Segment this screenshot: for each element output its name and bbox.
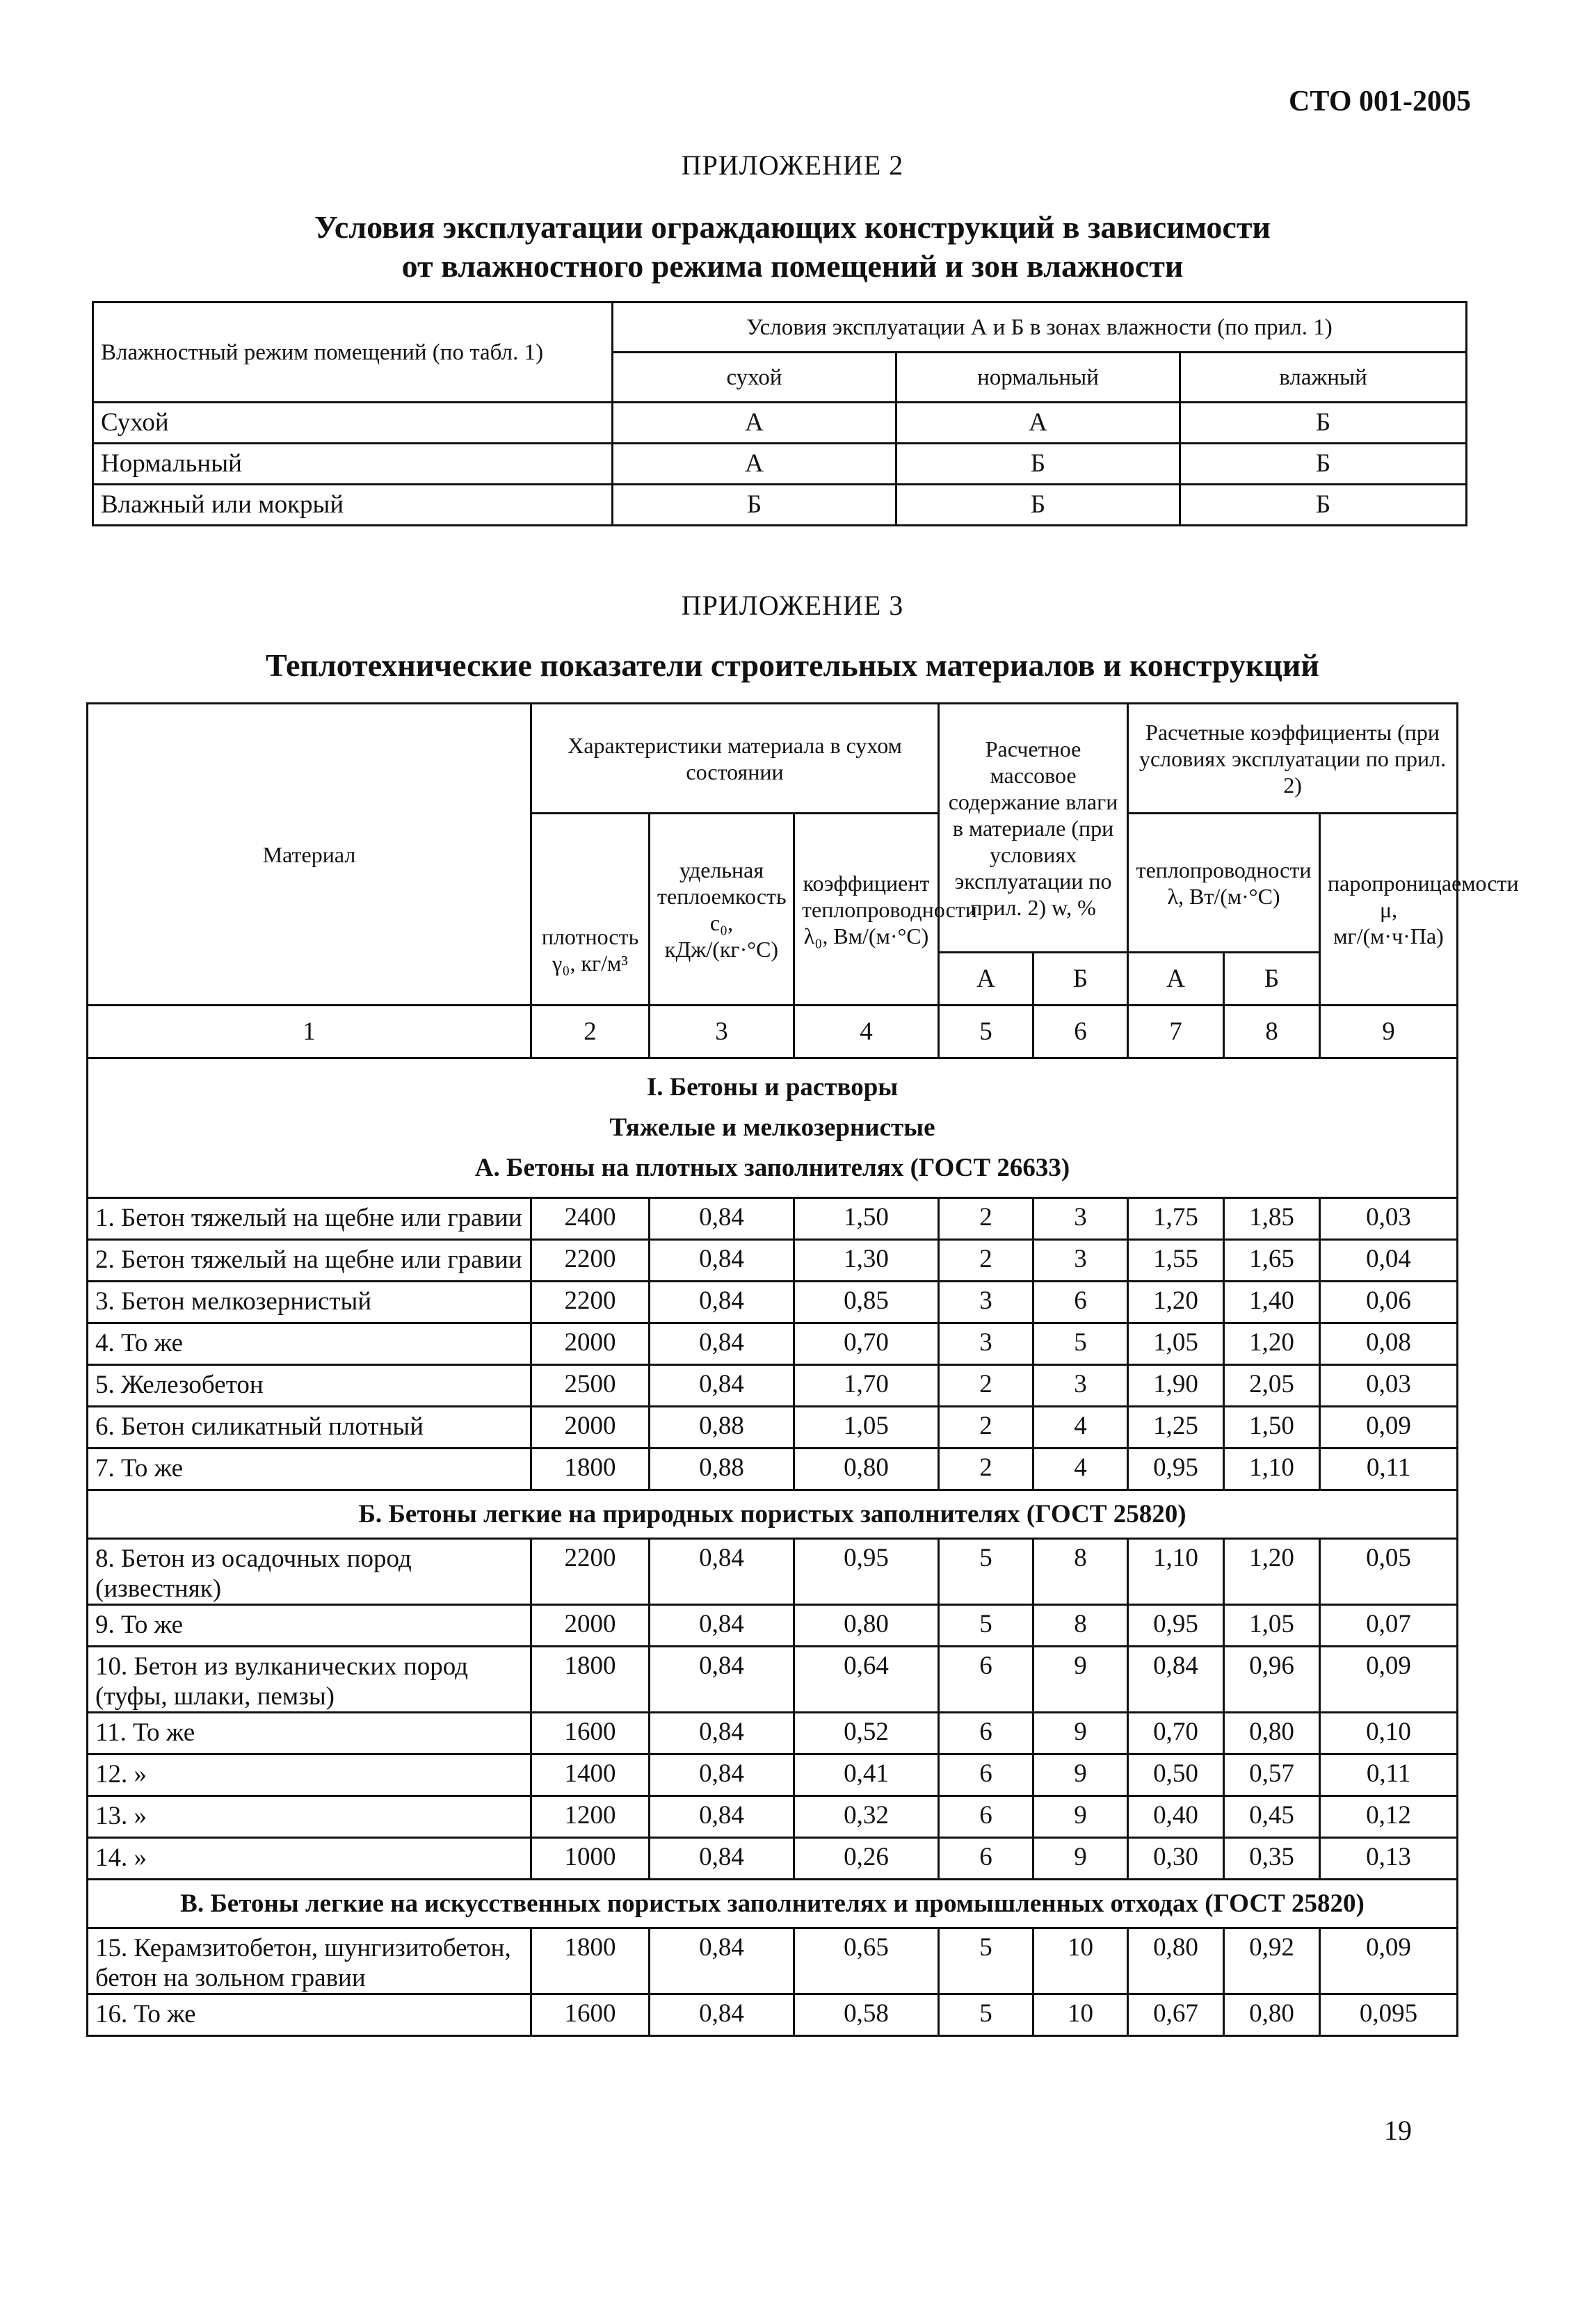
value-cell: 2 [939, 1407, 1033, 1449]
value-cell: 0,57 [1224, 1754, 1320, 1796]
header-condition-b: Б [1033, 953, 1128, 1006]
materials-table [86, 702, 1519, 2037]
value-cell: 0,84 [650, 1838, 794, 1880]
table-row [88, 1713, 1458, 1754]
material-name-cell: 15. Керамзитобетон, шунгизитобетон, бетон на зольном гравии [88, 1928, 531, 1994]
value-cell: 3 [1033, 1240, 1128, 1282]
value-cell: 2200 [531, 1539, 650, 1605]
value-cell: 1,90 [1128, 1365, 1224, 1407]
material-name-cell: 16. То же [88, 1994, 531, 2036]
value-cell: 0,96 [1224, 1647, 1320, 1713]
table-row [88, 1365, 1458, 1407]
appendix-2-label: ПРИЛОЖЕНИЕ 2 [681, 150, 904, 181]
value-cell: 0,09 [1320, 1928, 1458, 1994]
material-name-cell: 5. Железобетон [88, 1365, 531, 1407]
value-cell: 0,03 [1320, 1365, 1458, 1407]
value-cell: 1,30 [794, 1240, 939, 1282]
value-cell: 1000 [531, 1838, 650, 1880]
table-row [88, 1240, 1458, 1282]
value-cell: 0,095 [1320, 1994, 1458, 2036]
material-name-cell: 12. » [88, 1754, 531, 1796]
value-cell: 0,84 [650, 1994, 794, 2036]
value-cell: 1,85 [1224, 1198, 1320, 1240]
condition-cell: Б [896, 444, 1180, 485]
value-cell: 1,05 [794, 1407, 939, 1449]
column-number: 5 [939, 1006, 1033, 1058]
zone-header: влажный [1180, 353, 1467, 403]
value-cell: 0,84 [650, 1282, 794, 1323]
value-cell: 2000 [531, 1407, 650, 1449]
condition-cell: А [613, 403, 896, 444]
value-cell: 9 [1033, 1647, 1128, 1713]
value-cell: 0,84 [650, 1754, 794, 1796]
condition-cell: А [896, 403, 1180, 444]
value-cell: 1,25 [1128, 1407, 1224, 1449]
column-number: 8 [1224, 1006, 1320, 1058]
value-cell: 3 [1033, 1198, 1128, 1240]
table-row [88, 1647, 1458, 1713]
value-cell: 2,05 [1224, 1365, 1320, 1407]
value-cell: 2400 [531, 1198, 650, 1240]
value-cell: 0,67 [1128, 1994, 1224, 2036]
value-cell: 10 [1033, 1928, 1128, 1994]
value-cell: 3 [1033, 1365, 1128, 1407]
value-cell: 0,07 [1320, 1605, 1458, 1647]
material-name-cell: 10. Бетон из вулканических пород (туфы, шлаки, пемзы) [88, 1647, 531, 1713]
value-cell: 0,11 [1320, 1754, 1458, 1796]
value-cell: 0,84 [650, 1713, 794, 1754]
header-vapor-permeability: паропроницаемости μ, мг/(м·ч·Па) [1320, 814, 1458, 1006]
column-number: 6 [1033, 1006, 1128, 1058]
value-cell: 0,11 [1320, 1449, 1458, 1490]
value-cell: 0,26 [794, 1838, 939, 1880]
condition-cell: Б [613, 485, 896, 526]
condition-cell: Б [1180, 485, 1467, 526]
group-b-heading: Б. Бетоны легкие на природных пористых заполнителях (ГОСТ 25820) [88, 1490, 1458, 1539]
value-cell: 2 [939, 1365, 1033, 1407]
value-cell: 1,50 [1224, 1407, 1320, 1449]
value-cell: 0,84 [1128, 1647, 1224, 1713]
value-cell: 0,95 [794, 1539, 939, 1605]
value-cell: 0,32 [794, 1796, 939, 1838]
group-b-rows [88, 1539, 1458, 1880]
value-cell: 1800 [531, 1647, 650, 1713]
value-cell: 0,58 [794, 1994, 939, 2036]
value-cell: 0,03 [1320, 1198, 1458, 1240]
value-cell: 0,05 [1320, 1539, 1458, 1605]
value-cell: 0,30 [1128, 1838, 1224, 1880]
header-condition-a: А [939, 953, 1033, 1006]
material-name-cell: 13. » [88, 1796, 531, 1838]
value-cell: 2200 [531, 1282, 650, 1323]
table-row [88, 1323, 1458, 1365]
value-cell: 6 [939, 1647, 1033, 1713]
condition-cell: А [613, 444, 896, 485]
value-cell: 0,84 [650, 1796, 794, 1838]
header-density: плотность γ₀, кг/м³ [531, 814, 650, 1006]
value-cell: 1,55 [1128, 1240, 1224, 1282]
value-cell: 0,12 [1320, 1796, 1458, 1838]
value-cell: 0,88 [650, 1449, 794, 1490]
value-cell: 6 [939, 1754, 1033, 1796]
value-cell: 9 [1033, 1838, 1128, 1880]
material-name-cell: 1. Бетон тяжелый на щебне или гравии [88, 1198, 531, 1240]
value-cell: 1,40 [1224, 1282, 1320, 1323]
value-cell: 2200 [531, 1240, 650, 1282]
value-cell: 0,40 [1128, 1796, 1224, 1838]
value-cell: 0,85 [794, 1282, 939, 1323]
subsection-heading: Тяжелые и мелкозернистые [609, 1113, 935, 1142]
group-c-heading: В. Бетоны легкие на искусственных пористых заполнителях и промышленных отходах (ГОСТ 25820) [88, 1880, 1458, 1928]
appendix-2-title-line-2: от влажностного режима помещений и зон влажности [401, 248, 1184, 284]
column-number: 3 [650, 1006, 794, 1058]
value-cell: 1,05 [1128, 1323, 1224, 1365]
zone-header: нормальный [896, 353, 1180, 403]
value-cell: 0,52 [794, 1713, 939, 1754]
group-a-rows [88, 1198, 1458, 1490]
group-a-heading: А. Бетоны на плотных заполнителях (ГОСТ 26633) [474, 1154, 1070, 1182]
group-c-rows [88, 1928, 1458, 2036]
value-cell: 1800 [531, 1449, 650, 1490]
value-cell: 0,80 [794, 1605, 939, 1647]
table-row [88, 1198, 1458, 1240]
section-heading-block [88, 1058, 1458, 1198]
value-cell: 1600 [531, 1994, 650, 2036]
value-cell: 1,70 [794, 1365, 939, 1407]
value-cell: 5 [939, 1994, 1033, 2036]
table-row [88, 1605, 1458, 1647]
column-number: 9 [1320, 1006, 1458, 1058]
humidity-conditions-table [92, 301, 1467, 526]
value-cell: 4 [1033, 1407, 1128, 1449]
value-cell: 2000 [531, 1605, 650, 1647]
value-cell: 0,84 [650, 1647, 794, 1713]
condition-cell: Б [896, 485, 1180, 526]
value-cell: 0,70 [1128, 1713, 1224, 1754]
value-cell: 0,84 [650, 1240, 794, 1282]
value-cell: 0,84 [650, 1365, 794, 1407]
value-cell: 0,95 [1128, 1449, 1224, 1490]
value-cell: 0,80 [1128, 1928, 1224, 1994]
appendix-3-label: ПРИЛОЖЕНИЕ 3 [681, 590, 904, 621]
material-name-cell: 6. Бетон силикатный плотный [88, 1407, 531, 1449]
value-cell: 0,50 [1128, 1754, 1224, 1796]
table-row [88, 1928, 1458, 1994]
value-cell: 8 [1033, 1605, 1128, 1647]
value-cell: 0,35 [1224, 1838, 1320, 1880]
column-numbers-row [88, 1006, 1458, 1058]
value-cell: 9 [1033, 1796, 1128, 1838]
header-dry-characteristics: Характеристики материала в сухом состоянии [531, 704, 939, 814]
value-cell: 1,10 [1128, 1539, 1224, 1605]
header-condition-b: Б [1224, 953, 1320, 1006]
section-heading: I. Бетоны и растворы [646, 1073, 899, 1102]
humidity-mode-cell: Нормальный [93, 444, 613, 485]
value-cell: 1,05 [1224, 1605, 1320, 1647]
value-cell: 9 [1033, 1713, 1128, 1754]
zone-header: сухой [613, 353, 896, 403]
value-cell: 1800 [531, 1928, 650, 1994]
material-name-cell: 11. То же [88, 1713, 531, 1754]
value-cell: 0,80 [1224, 1994, 1320, 2036]
value-cell: 0,41 [794, 1754, 939, 1796]
value-cell: 0,04 [1320, 1240, 1458, 1282]
value-cell: 1,65 [1224, 1240, 1320, 1282]
material-name-cell: 7. То же [88, 1449, 531, 1490]
column-number: 1 [88, 1006, 531, 1058]
value-cell: 5 [939, 1539, 1033, 1605]
column-header-humidity-mode: Влажностный режим помещений (по табл. 1) [93, 302, 613, 403]
header-dry-conductivity: коэффициент теплопроводности λ₀, Вм/(м·°С) [794, 814, 939, 1006]
value-cell: 0,84 [650, 1928, 794, 1994]
value-cell: 9 [1033, 1754, 1128, 1796]
value-cell: 0,08 [1320, 1323, 1458, 1365]
value-cell: 0,95 [1128, 1605, 1224, 1647]
value-cell: 1,50 [794, 1198, 939, 1240]
value-cell: 0,84 [650, 1198, 794, 1240]
value-cell: 0,84 [650, 1323, 794, 1365]
condition-cell: Б [1180, 444, 1467, 485]
value-cell: 2 [939, 1198, 1033, 1240]
table-row [88, 1282, 1458, 1323]
table-row [88, 1754, 1458, 1796]
value-cell: 1,20 [1128, 1282, 1224, 1323]
value-cell: 1600 [531, 1713, 650, 1754]
table-row [88, 1994, 1458, 2036]
material-name-cell: 9. То же [88, 1605, 531, 1647]
value-cell: 6 [939, 1838, 1033, 1880]
value-cell: 2 [939, 1240, 1033, 1282]
value-cell: 0,06 [1320, 1282, 1458, 1323]
value-cell: 1,20 [1224, 1539, 1320, 1605]
value-cell: 2000 [531, 1323, 650, 1365]
value-cell: 1,75 [1128, 1198, 1224, 1240]
humidity-mode-cell: Влажный или мокрый [93, 485, 613, 526]
material-name-cell: 14. » [88, 1838, 531, 1880]
table-row [88, 1796, 1458, 1838]
value-cell: 5 [939, 1605, 1033, 1647]
value-cell: 5 [939, 1928, 1033, 1994]
value-cell: 10 [1033, 1994, 1128, 2036]
value-cell: 3 [939, 1282, 1033, 1323]
header-material: Материал [88, 704, 531, 1006]
value-cell: 5 [1033, 1323, 1128, 1365]
page-number: 19 [1384, 2115, 1412, 2146]
table-row [93, 403, 1467, 444]
value-cell: 0,84 [650, 1539, 794, 1605]
value-cell: 0,13 [1320, 1838, 1458, 1880]
column-number: 4 [794, 1006, 939, 1058]
value-cell: 6 [939, 1713, 1033, 1754]
value-cell: 1200 [531, 1796, 650, 1838]
value-cell: 0,70 [794, 1323, 939, 1365]
humidity-mode-cell: Сухой [93, 403, 613, 444]
condition-cell: Б [1180, 403, 1467, 444]
value-cell: 6 [1033, 1282, 1128, 1323]
material-name-cell: 4. То же [88, 1323, 531, 1365]
material-name-cell: 3. Бетон мелкозернистый [88, 1282, 531, 1323]
appendix-2-title-line-1: Условия эксплуатации ограждающих конструкций в зависимости [314, 209, 1271, 245]
value-cell: 0,80 [794, 1449, 939, 1490]
value-cell: 0,09 [1320, 1407, 1458, 1449]
table-row [88, 1539, 1458, 1605]
value-cell: 2500 [531, 1365, 650, 1407]
value-cell: 0,65 [794, 1928, 939, 1994]
value-cell: 0,84 [650, 1605, 794, 1647]
column-header-operating-conditions: Условия эксплуатации А и Б в зонах влажности (по прил. 1) [613, 302, 1467, 353]
value-cell: 0,92 [1224, 1928, 1320, 1994]
header-heat-capacity: удельная теплоемкость с₀, кДж/(кг·°С) [650, 814, 794, 1006]
material-name-cell: 8. Бетон из осадочных пород (известняк) [88, 1539, 531, 1605]
table-row [93, 444, 1467, 485]
value-cell: 0,10 [1320, 1713, 1458, 1754]
header-calc-conductivity: теплопроводности λ, Вт/(м·°С) [1128, 814, 1320, 953]
document-id: СТО 001-2005 [1289, 86, 1471, 118]
value-cell: 0,80 [1224, 1713, 1320, 1754]
table-row [88, 1449, 1458, 1490]
header-moisture-content: Расчетное массовое содержание влаги в материале (при условиях эксплуатации по прил. 2) w, % [939, 704, 1128, 953]
value-cell: 3 [939, 1323, 1033, 1365]
value-cell: 6 [939, 1796, 1033, 1838]
table-row [93, 485, 1467, 526]
value-cell: 8 [1033, 1539, 1128, 1605]
column-number: 7 [1128, 1006, 1224, 1058]
value-cell: 4 [1033, 1449, 1128, 1490]
value-cell: 1,20 [1224, 1323, 1320, 1365]
value-cell: 1,10 [1224, 1449, 1320, 1490]
value-cell: 2 [939, 1449, 1033, 1490]
material-name-cell: 2. Бетон тяжелый на щебне или гравии [88, 1240, 531, 1282]
value-cell: 0,45 [1224, 1796, 1320, 1838]
column-number: 2 [531, 1006, 650, 1058]
value-cell: 1400 [531, 1754, 650, 1796]
header-calculated-coefficients: Расчетные коэффициенты (при условиях эксплуатации по прил. 2) [1128, 704, 1458, 814]
appendix-3-title: Теплотехнические показатели строительных материалов и конструкций [266, 647, 1319, 683]
table-row [88, 1838, 1458, 1880]
table-row [88, 1407, 1458, 1449]
value-cell: 0,09 [1320, 1647, 1458, 1713]
value-cell: 0,88 [650, 1407, 794, 1449]
value-cell: 0,64 [794, 1647, 939, 1713]
header-condition-a: А [1128, 953, 1224, 1006]
